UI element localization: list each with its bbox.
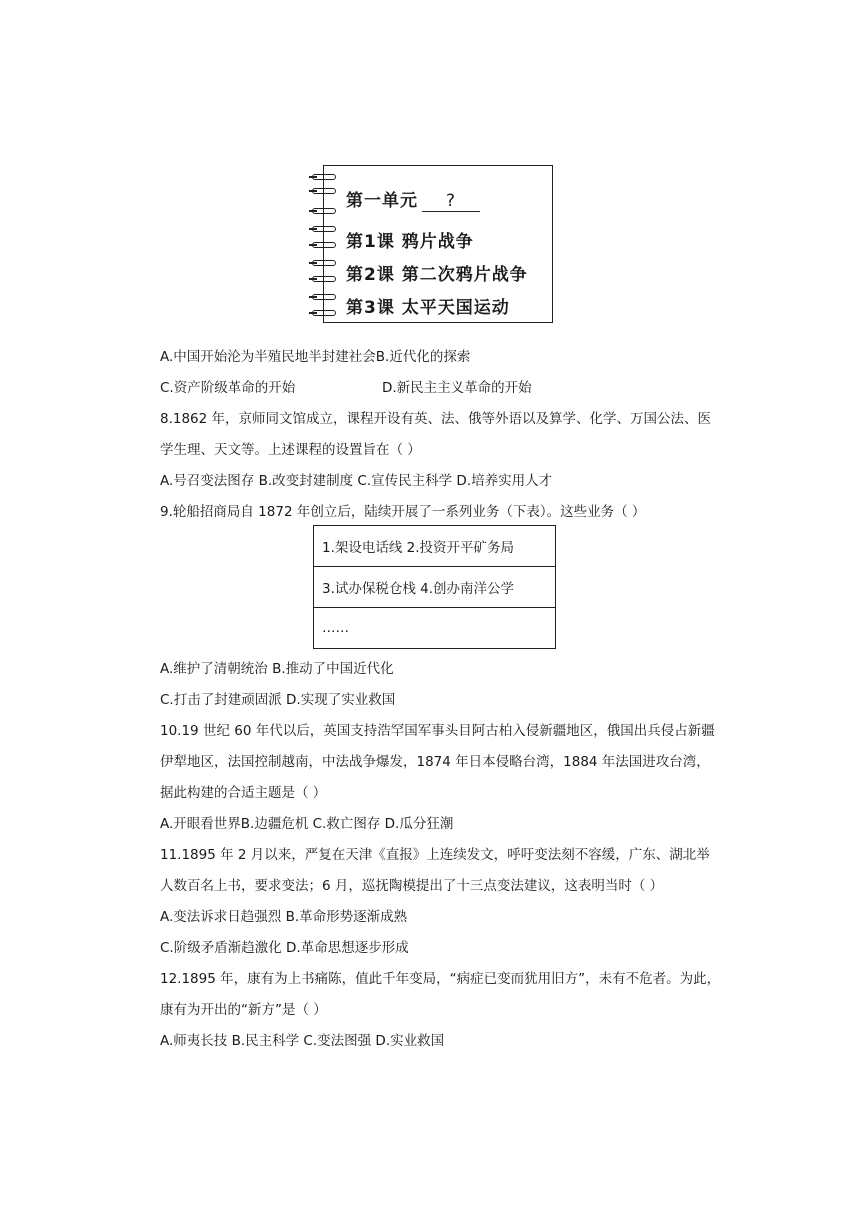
q10-stem-line3: 据此构建的合适主题是（ ） <box>160 785 327 801</box>
notebook-figure <box>323 165 553 323</box>
q9-options-line1: A.维护了清朝统治 B.推动了中国近代化 <box>160 661 394 677</box>
q12-stem-line2: 康有为开出的“新方”是（ ） <box>160 1002 327 1018</box>
q7-options-line1 <box>160 345 470 365</box>
q11-stem-line2: 人数百名上书，要求变法；6 月，巡抚陶模提出了十三点变法建议，这表明当时（ ） <box>160 878 664 894</box>
spiral-ring-icon <box>312 242 338 250</box>
q10-stem-line2: 伊犁地区，法国控制越南，中法战争爆发，1874 年日本侵略台湾，1884 年法国进攻台湾， <box>160 754 710 770</box>
q11-stem-line1: 11.1895 年 2 月以来，严复在天津《直报》上连续发文，呼吁变法刻不容缓，广东、湖北举 <box>160 847 710 863</box>
q12-options: A.师夷长技 B.民主科学 C.变法图强 D.实业救国 <box>160 1033 445 1049</box>
table-row <box>314 567 556 608</box>
spiral-ring-icon <box>312 226 338 234</box>
lesson-3: 第3课 太平天国运动 <box>346 298 510 318</box>
q8-stem-line1: 8.1862 年，京师同文馆成立，课程开设有英、法、俄等外语以及算学、化学、万国公法、医 <box>160 411 712 427</box>
spiral-ring-icon <box>312 174 338 182</box>
lesson-1: 第1课 鸦片战争 <box>346 232 474 252</box>
q7-option-c: C.资产阶级革命的开始 <box>160 380 296 396</box>
q7-option-b: B.近代化的探索 <box>375 349 471 365</box>
table-row <box>314 526 556 567</box>
q9-options-line2: C.打击了封建顽固派 D.实现了实业救国 <box>160 692 396 708</box>
table-cell: 1.架设电话线 2.投资开平矿务局 <box>314 526 556 567</box>
q9-business-table <box>313 525 556 649</box>
table-row <box>314 608 556 649</box>
q9-stem: 9.轮船招商局自 1872 年创立后，陆续开展了一系列业务（下表）。这些业务（ ） <box>160 504 646 520</box>
q10-options: A.开眼看世界B.边疆危机 C.救亡图存 D.瓜分狂潮 <box>160 816 454 832</box>
q12-stem-line1: 12.1895 年，康有为上书痛陈，值此千年变局，“病症已变而犹用旧方”，未有不危者。为此， <box>160 971 721 987</box>
spiral-ring-icon <box>312 294 338 302</box>
q7-options-line2 <box>160 376 560 396</box>
table-cell: 3.试办保税仓栈 4.创办南洋公学 <box>314 567 556 608</box>
q10-stem-line1: 10.19 世纪 60 年代以后，英国支持浩罕国军事头目阿古柏入侵新疆地区，俄国出兵侵占新疆 <box>160 723 715 739</box>
spiral-ring-icon <box>312 188 338 196</box>
table-cell: …… <box>314 608 556 649</box>
q7-option-d: D.新民主主义革命的开始 <box>382 380 532 396</box>
q8-options: A.号召变法图存 B.改变封建制度 C.宣传民主科学 D.培养实用人才 <box>160 473 553 489</box>
spiral-ring-icon <box>312 208 338 216</box>
lesson-2: 第2课 第二次鸦片战争 <box>346 265 528 285</box>
spiral-ring-icon <box>312 276 338 284</box>
unit-label: 第一单元 <box>346 191 418 211</box>
unit-blank: ? <box>422 191 480 212</box>
spiral-ring-icon <box>312 260 338 268</box>
q8-stem-line2: 学生理、天文等。上述课程的设置旨在（ ） <box>160 442 421 458</box>
q11-options-line2: C.阶级矛盾渐趋激化 D.革命思想逐步形成 <box>160 940 409 956</box>
q11-options-line1: A.变法诉求日趋强烈 B.革命形势逐渐成熟 <box>160 909 408 925</box>
spiral-ring-icon <box>312 310 338 318</box>
unit-title <box>346 186 480 212</box>
q7-option-a: A.中国开始沦为半殖民地半封建社会 <box>160 349 376 365</box>
